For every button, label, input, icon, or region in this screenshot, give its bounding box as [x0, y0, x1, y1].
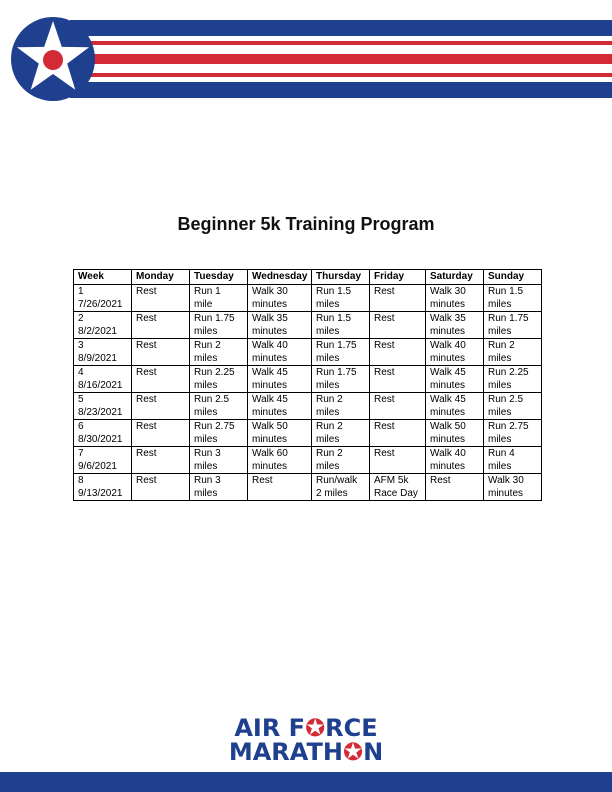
table-cell	[484, 285, 542, 312]
table-cell	[190, 312, 248, 339]
cell-text: Run 2.75	[194, 421, 235, 432]
table-cell	[426, 366, 484, 393]
table-row	[74, 420, 542, 447]
cell-text: Rest	[136, 421, 157, 432]
cell-text: Rest	[374, 286, 395, 297]
table-cell	[484, 393, 542, 420]
table-cell	[426, 312, 484, 339]
cell-text: Run 2	[194, 340, 221, 351]
table-cell	[74, 393, 132, 420]
cell-text: miles	[194, 488, 218, 499]
table-cell	[484, 366, 542, 393]
cell-text: minutes	[430, 326, 466, 337]
cell-text: 3	[78, 340, 84, 351]
column-header: Tuesday	[190, 270, 248, 285]
table-cell	[370, 447, 426, 474]
cell-text: Run 2.25	[488, 367, 529, 378]
cell-text: mile	[194, 299, 213, 310]
training-schedule-table	[73, 269, 542, 501]
table-header-row	[74, 270, 542, 285]
cell-text: miles	[316, 299, 340, 310]
cell-text: Rest	[374, 313, 395, 324]
table-cell	[370, 339, 426, 366]
footer-band	[0, 772, 612, 792]
cell-text: Walk 50	[430, 421, 466, 432]
cell-text: miles	[316, 326, 340, 337]
cell-text: miles	[194, 434, 218, 445]
table-cell	[370, 420, 426, 447]
table-cell	[248, 285, 312, 312]
table-cell	[190, 285, 248, 312]
table-cell	[74, 447, 132, 474]
cell-text: miles	[194, 461, 218, 472]
cell-text: 8/16/2021	[78, 380, 123, 391]
cell-text: 9/6/2021	[78, 461, 117, 472]
table-row	[74, 312, 542, 339]
cell-text: Run 2.5	[488, 394, 524, 405]
table-cell	[484, 447, 542, 474]
table-cell	[370, 474, 426, 501]
cell-text: Rest	[136, 394, 157, 405]
cell-text: Race Day	[374, 488, 418, 499]
cell-text: Rest	[430, 475, 451, 486]
table-cell	[312, 366, 370, 393]
cell-text: 7/26/2021	[78, 299, 123, 310]
cell-text: Walk 40	[252, 340, 288, 351]
table-cell	[312, 474, 370, 501]
air-force-marathon-logo: AIR F✪RCE MARATH✪N	[228, 714, 384, 766]
table-cell	[370, 366, 426, 393]
cell-text: minutes	[430, 299, 466, 310]
cell-text: Run 1.5	[488, 286, 524, 297]
cell-text: Rest	[374, 367, 395, 378]
cell-text: Run 2	[488, 340, 515, 351]
cell-text: 8/9/2021	[78, 353, 117, 364]
cell-text: minutes	[430, 434, 466, 445]
table-cell	[132, 420, 190, 447]
table-row	[74, 339, 542, 366]
cell-text: Walk 35	[252, 313, 288, 324]
roundel-star-icon	[11, 17, 95, 101]
cell-text: Rest	[136, 340, 157, 351]
cell-text: miles	[488, 353, 512, 364]
table-cell	[74, 339, 132, 366]
cell-text: miles	[316, 434, 340, 445]
cell-text: Walk 45	[252, 394, 288, 405]
table-cell	[312, 339, 370, 366]
column-header: Thursday	[312, 270, 370, 285]
table-cell	[248, 339, 312, 366]
table-cell	[74, 285, 132, 312]
cell-text: 4	[78, 367, 84, 378]
cell-text: Rest	[374, 448, 395, 459]
cell-text: Walk 30	[252, 286, 288, 297]
cell-text: miles	[316, 407, 340, 418]
column-header: Monday	[132, 270, 190, 285]
cell-text: minutes	[252, 461, 288, 472]
page-title: Beginner 5k Training Program	[177, 214, 435, 234]
cell-text: 6	[78, 421, 84, 432]
table-cell	[426, 339, 484, 366]
cell-text: Rest	[136, 313, 157, 324]
table-cell	[426, 474, 484, 501]
cell-text: Run 3	[194, 475, 221, 486]
table-cell	[484, 312, 542, 339]
table-cell	[132, 393, 190, 420]
cell-text: Walk 40	[430, 448, 466, 459]
table-cell	[312, 285, 370, 312]
cell-text: Walk 45	[430, 367, 466, 378]
cell-text: Run 2.5	[194, 394, 230, 405]
cell-text: miles	[194, 353, 218, 364]
table-cell	[248, 420, 312, 447]
table-cell	[132, 366, 190, 393]
table-cell	[426, 393, 484, 420]
cell-text: Walk 60	[252, 448, 288, 459]
cell-text: miles	[194, 326, 218, 337]
cell-text: AFM 5k	[374, 475, 409, 486]
table-cell	[190, 420, 248, 447]
cell-text: Run 2.25	[194, 367, 235, 378]
table-cell	[484, 420, 542, 447]
cell-text: 9/13/2021	[78, 488, 123, 499]
table-cell	[74, 366, 132, 393]
cell-text: miles	[194, 380, 218, 391]
table-cell	[426, 285, 484, 312]
cell-text: 8	[78, 475, 84, 486]
cell-text: Run/walk	[316, 475, 358, 486]
table-row	[74, 285, 542, 312]
column-header: Saturday	[426, 270, 484, 285]
cell-text: miles	[194, 407, 218, 418]
cell-text: Walk 45	[430, 394, 466, 405]
table-cell	[190, 339, 248, 366]
cell-text: miles	[488, 380, 512, 391]
cell-text: Rest	[136, 475, 157, 486]
cell-text: minutes	[252, 299, 288, 310]
table-row	[74, 474, 542, 501]
table-cell	[248, 312, 312, 339]
cell-text: Rest	[374, 394, 395, 405]
table-cell	[312, 393, 370, 420]
table-cell	[426, 447, 484, 474]
table-cell	[248, 393, 312, 420]
table-cell	[132, 474, 190, 501]
cell-text: Run 1.75	[194, 313, 235, 324]
cell-text: minutes	[430, 353, 466, 364]
table-cell	[132, 312, 190, 339]
cell-text: Walk 40	[430, 340, 466, 351]
cell-text: 8/2/2021	[78, 326, 117, 337]
table-cell	[312, 420, 370, 447]
table-row	[74, 393, 542, 420]
cell-text: Rest	[136, 286, 157, 297]
cell-text: 2	[78, 313, 84, 324]
cell-text: Rest	[136, 448, 157, 459]
table-cell	[74, 312, 132, 339]
table-cell	[370, 393, 426, 420]
cell-text: miles	[316, 380, 340, 391]
cell-text: minutes	[252, 326, 288, 337]
table-cell	[248, 447, 312, 474]
cell-text: Walk 35	[430, 313, 466, 324]
cell-text: Run 2	[316, 394, 343, 405]
cell-text: miles	[316, 353, 340, 364]
table-cell	[190, 447, 248, 474]
cell-text: Run 1.75	[488, 313, 529, 324]
table-row	[74, 447, 542, 474]
table-cell	[248, 366, 312, 393]
cell-text: minutes	[252, 380, 288, 391]
cell-text: minutes	[488, 488, 524, 499]
table-cell	[312, 447, 370, 474]
cell-text: miles	[488, 299, 512, 310]
table-cell	[426, 420, 484, 447]
table-cell	[312, 312, 370, 339]
cell-text: minutes	[252, 434, 288, 445]
cell-text: 7	[78, 448, 84, 459]
table-cell	[132, 447, 190, 474]
cell-text: Walk 50	[252, 421, 288, 432]
table-row	[74, 366, 542, 393]
column-header: Sunday	[484, 270, 542, 285]
table-cell	[190, 366, 248, 393]
cell-text: 1	[78, 286, 84, 297]
cell-text: Walk 30	[430, 286, 466, 297]
column-header: Friday	[370, 270, 426, 285]
cell-text: Walk 30	[488, 475, 524, 486]
cell-text: miles	[488, 461, 512, 472]
cell-text: miles	[488, 434, 512, 445]
cell-text: Run 1.75	[316, 340, 357, 351]
cell-text: minutes	[252, 353, 288, 364]
cell-text: Run 3	[194, 448, 221, 459]
cell-text: Run 2	[316, 448, 343, 459]
table-cell	[248, 474, 312, 501]
table-cell	[190, 474, 248, 501]
table-cell	[190, 393, 248, 420]
cell-text: Rest	[136, 367, 157, 378]
column-header: Wednesday	[248, 270, 312, 285]
cell-text: 5	[78, 394, 84, 405]
table-cell	[74, 420, 132, 447]
cell-text: 2 miles	[316, 488, 348, 499]
cell-text: Run 1.75	[316, 367, 357, 378]
cell-text: Run 2	[316, 421, 343, 432]
cell-text: Run 1.5	[316, 313, 352, 324]
cell-text: miles	[316, 461, 340, 472]
cell-text: Run 1.5	[316, 286, 352, 297]
cell-text: miles	[488, 407, 512, 418]
cell-text: 8/30/2021	[78, 434, 123, 445]
cell-text: minutes	[430, 407, 466, 418]
cell-text: minutes	[430, 461, 466, 472]
table-cell	[370, 285, 426, 312]
table-cell	[484, 474, 542, 501]
cell-text: Rest	[374, 340, 395, 351]
cell-text: Run 4	[488, 448, 515, 459]
table-cell	[74, 474, 132, 501]
table-cell	[132, 339, 190, 366]
cell-text: Rest	[374, 421, 395, 432]
table-cell	[484, 339, 542, 366]
table-cell	[132, 285, 190, 312]
cell-text: Rest	[252, 475, 273, 486]
cell-text: minutes	[252, 407, 288, 418]
column-header: Week	[74, 270, 132, 285]
cell-text: Walk 45	[252, 367, 288, 378]
cell-text: minutes	[430, 380, 466, 391]
cell-text: 8/23/2021	[78, 407, 123, 418]
cell-text: Run 2.75	[488, 421, 529, 432]
cell-text: miles	[488, 326, 512, 337]
table-cell	[370, 312, 426, 339]
cell-text: Run 1	[194, 286, 221, 297]
header-stripes	[0, 0, 612, 110]
